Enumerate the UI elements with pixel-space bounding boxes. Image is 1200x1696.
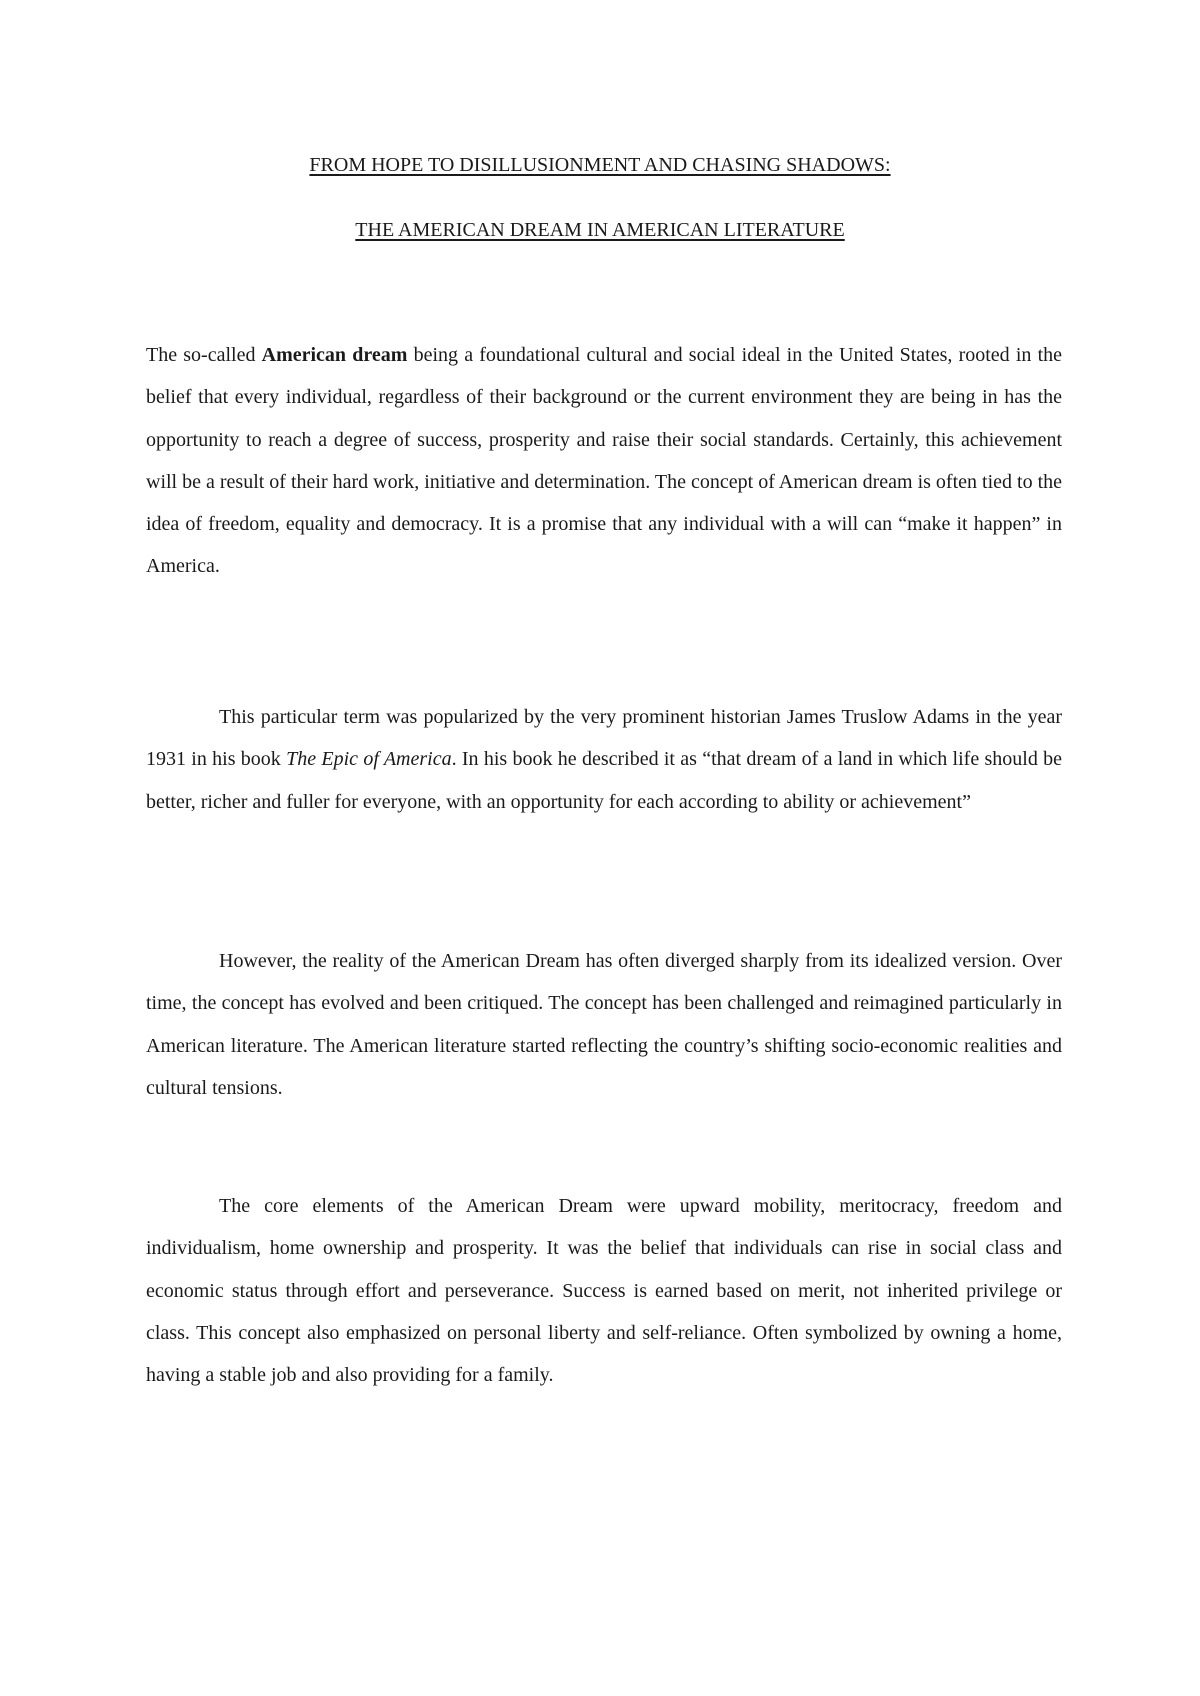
paragraph-2 (146, 696, 1062, 823)
term-american-dream: American dream (261, 344, 408, 366)
paragraph-3: However, the reality of the American Dream has often diverged sharply from its idealized version. Over time, the concept has evolved and been critiqued. The concept has been challenged and reimagined particularly in American literature. The American literature started reflecting the country’s shifting socio-economic realities and cultural tensions. (146, 950, 1062, 1099)
paragraph-1 (146, 334, 1062, 588)
book-title: The Epic of America (286, 748, 452, 771)
paragraph-1-intro: The so-called (146, 344, 262, 366)
paragraph-4: The core elements of the American Dream were upward mobility, meritocracy, freedom and individualism, home ownership and prosperity. It was the belief that individuals can rise in social class and economic status through effort and perseverance. Success is earned based on merit, not inherited privilege or class. This concept also emphasized on personal liberty and self-reliance. Often symbolized by owning a home, having a stable job and also providing for a family. (146, 1195, 1062, 1387)
title-line-2: THE AMERICAN DREAM IN AMERICAN LITERATURE (355, 219, 845, 241)
paragraph-2-body: . In his book he described it as “that dream of a land in which life should be better, richer and fuller for everyone, with an opportunity for each according to ability or achievement” (146, 748, 1063, 813)
paragraph-1-body: being a foundational cultural and social ideal in the United States, rooted in the belief that every individual, regardless of their background or the current environment they are being in has the opportunity to reach a degree of success, prosperity and raise their social standards. Certainly, this achievement will be a result of their hard work, initiative and determination. The concept of American dream is often tied to the idea of freedom, equality and democracy. It is a promise that any individual with a will can “make it happen” in America. (146, 344, 1063, 578)
paragraph-2-intro: This particular term was popularized by the very prominent historian James Truslow Adams in the year 1931 in his book (146, 706, 1062, 771)
title-line-1: FROM HOPE TO DISILLUSIONMENT AND CHASING SHADOWS: (309, 154, 891, 176)
